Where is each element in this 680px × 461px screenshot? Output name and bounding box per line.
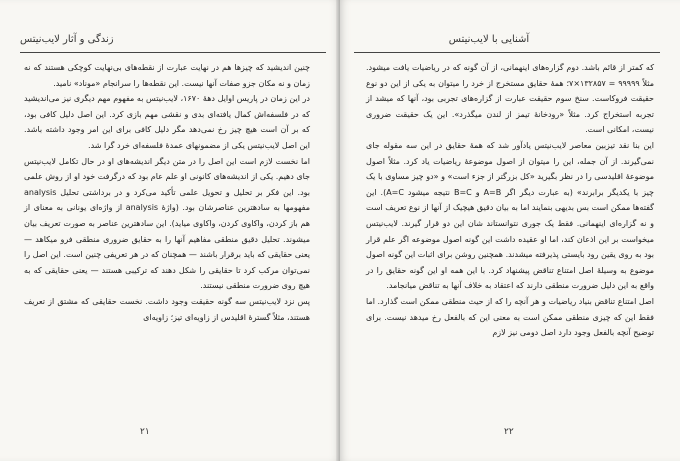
left-body-text [24, 60, 310, 325]
right-page-header [358, 28, 620, 50]
left-paragraph-2: در این زمان در پاریس اوایل دههٔ ۱۶۷۰، لایب‌نیتس به مفهوم مهم دیگری نیز می‌اندیشید که در فلسفه‌اش کمال یافته‌ای بدی و نقشی مهم بازی کرد. این اصل دلیل کافی بود، که بر آن است هیچ چیز رخ نمی‌دهد مگر دلیل کافی برای این امر وجود داشته باشد. این اصل لایب‌نیتس یکی از مضمونهای عمدهٔ فلسفه‌ای خرد گرا شد. [24, 94, 310, 150]
left-paragraph-4: پس نزد لایب‌نیتس سه گونه حقیقت وجود داشت. نخست حقایقی که مشتق از تعریف هستند، مثلاً گسترهٔ اقلیدس از زاویه‌ای تیز؛ زاویه‌ای [24, 296, 310, 322]
right-page [340, 0, 680, 461]
right-body-text [366, 60, 654, 341]
right-page-number: ۲۲ [504, 427, 514, 437]
right-paragraph-1: که کمتر از قائم باشد. دوم گزاره‌های اینهمانی، از آن گونه که در ریاضیات یافت میشود. مثلاً ۹۹۹۹۹ = ۱۳۲۸۵۷×۷؛ همهٔ حقایق مستخرج از خرد را میتوان به یکی از این دو نوع حقیقت فروکاست. سنخ سوم حقیقت عبارت از گزاره‌های تجربی بود، آنها که میشد از تجربه استخراج کرد. مثلاً «رودخانهٔ تیمز از لندن میگذرد». این یک حقیقت ضروری نیست، امکانی است. [366, 63, 655, 135]
right-running-head: آشنایی با لایب‌نیتس [448, 33, 530, 45]
left-page-header [20, 28, 324, 50]
right-paragraph-2: این بنا نقد تیزبین معاصر لایب‌نیتس یادآور شد که همهٔ حقایق در این سه مقوله جای نمی‌گیرند. از آن جمله، این را میتوان از اصول موضوعهٔ ریاضیات یاد کرد. مثلاً اصول موضوعهٔ اقلیدسی را در نظر بگیرید «کل بزرگتر از جزء است» و «دو چیز مساوی با یک چیز با یکدیگر برابرند» (به عبارت دیگر اگر A=B و B=C نتیجه میشود A=C). این گفته‌ها ممکن است بس بدیهی بنمایند اما به بیان دقیق هیچیک از آنها از نوع تعریف است و نه گزاره‌ای اینهمانی. فقط یک جوری نتوانستاند شان این دو قرار گیرند. لایب‌نیتس میخواست بر این اذعان کند، اما او عقیده داشت این گونه اصول موضوعه اگر علم قرار بود به روی یقین رود بایستی پذیرفته میشدند. همچنین روشن برای اثبات این گونه اصول موضوع به وسیلهٔ اصل امتناع تناقض پیشنهاد کرد. با این همه او این گونه حقایق را در واقع به این دلیل ضرورت منطقی دارند که اعتقاد به خلاف آنها به تناقض میانجامد. [365, 140, 655, 291]
right-header-rule [354, 52, 660, 53]
left-header-rule [20, 52, 326, 53]
right-paragraph-3: اصل امتناع تناقض بنیاد ریاضیات و هر آنچه را که از حیث منطقی ممکن است گذارد. اما فقط این که چیزی منطقی ممکن است به معنی این که بالفعل رخ میدهد نیست. برای توضیح آنچه بالفعل وجود دارد اصل دومی نیز لازم [366, 296, 654, 338]
left-page-number: ۲۱ [140, 427, 150, 437]
left-paragraph-3: اما نخست لازم است این اصل را در متن دیگر اندیشه‌های او در حال تکامل لایب‌نیتس جای دهیم. یکی از اندیشه‌های کانونی او علم عام بود که درگرفت خود او از روش علمی بود. این فکر بر تحلیل و تحویل علمی تأکید می‌کرد و در برداشتی تحلیل analysis مفهومها به سادهترین عناصرشان بود. (واژهٔ analysis از واژه‌ای یونانی به معنای از هم باز کردن، واکاوی کردن، واکاوی میاید). این سادهترین عناصر به صورت تعریف بیان میشوند. تحلیل دقیق منطقی مفاهیم آنها را به حقایق ضروری منطقی فرو میکاهد — یعنی حقایقی که باید برقرار باشند — همچنان که در هر تعریفی چنین است. این اصل را نمی‌توان مرکب کرد تا حقایقی را شکل دهند که ترکیبی هستند — یعنی حقایقی که به هیچ روی ضرورت منطقی نیستند. [24, 156, 310, 291]
left-running-head: زندگی و آثار لایب‌نیتس [20, 33, 114, 45]
left-paragraph-1: چنین اندیشید که چیزها هم در نهایت عبارت از نقطه‌های بی‌نهایت کوچکی هستند که نه زمان و نه مکان جزو صفات آنها نیست. این نقطه‌ها را سرانجام «موناد» نامید. [24, 63, 310, 88]
